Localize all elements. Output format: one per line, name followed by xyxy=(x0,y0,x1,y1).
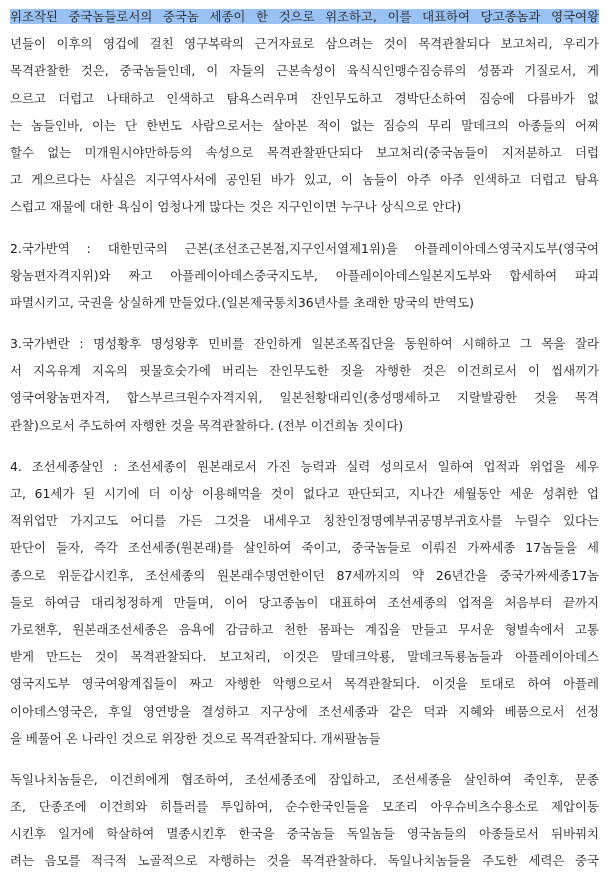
text-line: 종으로 위둔갑시킨후, 조선세종의 원본래수명연한이던 87세까지의 약 26년간을 중국가짜세종17놈 xyxy=(10,567,599,583)
text-line: 4. 조선세종살인 : 조선세종이 원본래로서 가진 능력과 실력 성의로서 일하여 업적과 위업을 세우 xyxy=(10,458,599,474)
text-line: 받게 만드는 것이 목격관찰되다. 보고처리, 이것은 말데크악룡, 말데크독룡놈들과 아플레이아데스 xyxy=(10,649,599,665)
text-line: 영국여왕놈편자격, 합스부르크원수자격지위, 일본천황대리인(충성맹세하고 지랄발광한 것을 목격 xyxy=(10,390,599,406)
text-line: 가로챈후, 원본래조선세종은 음욕에 감금하고 천한 몸파는 계집을 만들고 무서운 형벌속에서 고통 xyxy=(10,621,599,637)
paragraph-gap xyxy=(10,752,599,766)
text-line: 년들이 이후의 영겁에 걸친 영구복락의 근거자료로 삼으려는 것이 목격관찰되다 보고처리, 우리가 xyxy=(10,36,599,52)
text-line: 목격관찰한 것은, 중국놈들인데, 이 자들의 근본속성이 육식식인맹수짐승류의 성품과 기질로서, 게 xyxy=(10,63,599,79)
text-line: 적위업만 가지고도 어디를 가든 그것을 내세우고 칭찬인정명예부귀공명부귀호사를 누릴수 있다는 xyxy=(10,513,599,529)
text-line: 왕놈편자격지위)와 짜고 아플레이아데스중국지도부, 아플레이아데스일본지도부와 합세하여 파괴 xyxy=(10,267,599,283)
text-line: 할수 없는 미개원시야만하등의 속성으로 목격관찰판단되다 보고처리(중국놈들이 지저분하고 더럽 xyxy=(10,144,599,160)
text-line: 독일나치놈들은, 이건희에게 협조하여, 조선세종조에 잠입하고, 조선세종을 살인하여 죽인후, 문종 xyxy=(10,771,599,787)
paragraph-item-3 xyxy=(10,330,599,439)
paragraph-item-2 xyxy=(10,235,599,317)
text-line: 을 베풀어 온 나라인 것으로 위장한 것으로 목격관찰되다. 개씨팔놈들 xyxy=(10,730,381,746)
text-line: 시킨후 일거에 학살하여 멸종시킨후 한국을 중국놈들 독일놈들 영국놈들의 아종들로서 뒤바꿔치 xyxy=(10,826,599,842)
text-line: 으르고 더럽고 나태하고 인색하고 탐욕스러우며 잔인무도하고 경박단소하여 짐승에 다름바가 없 xyxy=(10,90,599,106)
paragraph-gap xyxy=(10,439,599,453)
text-line xyxy=(10,3,599,30)
text-line: 이아데스영국은, 후일 영연방을 결성하고 지구상에 조선세종과 같은 덕과 지혜와 베품으로서 선정 xyxy=(10,703,599,719)
paragraph-item-5 xyxy=(10,766,599,875)
text-line: 3.국가변란 : 명성황후 명성왕후 민비를 잔인하게 일본조폭집단을 동원하여 시해하고 그 목을 잘라 xyxy=(10,336,599,352)
text-line: 고 게으르다는 사실은 지구역사서에 공인된 바가 있고, 이 놈들이 아주 아주 인색하고 더럽고 탐욕 xyxy=(10,172,599,188)
text-line: 관찰)으로서 주도하여 자행한 것을 목격관찰하다. (전부 이건희놈 짓이다) xyxy=(10,417,404,433)
text-line: 2.국가반역 : 대한민국의 근본(조선조근본점,지구인서열제1위)을 아플레이아데스영국지도부(영국여 xyxy=(10,240,599,256)
paragraph-intro xyxy=(10,3,599,221)
text-line: 영국지도부 영국여왕계집들이 짜고 자행한 악행으로서 목격관찰되다. 이것을 토대로 하여 아플레 xyxy=(10,676,599,692)
text-line: 스럽고 재물에 대한 욕심이 엄청나게 많다는 것은 지구인이면 누구나 상식으로 안다) xyxy=(10,199,462,215)
selected-text-highlight[interactable]: 위조작된 중국놈들로서의 중국놈 세종이 한 것으로 위조하고, 이를 대표하여 당고종놈과 영국여왕 xyxy=(10,9,599,24)
paragraph-item-4 xyxy=(10,453,599,752)
text-line: 는 놈들인바, 이는 단 한번도 사람으로서는 살아본 적이 없는 짐승의 무리 말데크의 아종들의 어찌 xyxy=(10,117,599,133)
text-line: 서 지옥유계 지옥의 핏물호숫가에 버리는 잔인무도한 짓을 자행한 것은 이건희로서 이 씹새끼가 xyxy=(10,363,599,379)
text-line: 조, 단종조에 이건희와 히틀러를 투입하여, 순수한국인들을 모조리 아우슈비츠수용소로 제압이동 xyxy=(10,799,599,815)
text-line: 들로 하여금 대리청정하게 만들며, 이어 당고종놈이 대표하여 조선세종의 업적을 처음부터 끝까지 xyxy=(10,594,599,610)
text-line: 려는 음모를 적극적 노골적으로 자행하는 것을 목격관찰하다. 독일나치놈들을 주도한 세력은 중국 xyxy=(10,853,599,869)
paragraph-gap xyxy=(10,221,599,235)
text-line: 판단이 들자, 즉각 조선세종(원본래)를 살인하여 죽이고, 중국놈들로 이뤄진 가짜세종 17놈들을 세 xyxy=(10,540,599,556)
text-line: 고, 61세가 된 시기에 더 이상 이용해먹을 것이 없다고 판단되고, 지나간 세월동안 세운 성취한 업 xyxy=(10,486,599,501)
paragraph-gap xyxy=(10,316,599,330)
text-line: 파멸시키고, 국권을 상실하게 만들었다.(일본제국통치36년사를 초래한 망국의 반역도) xyxy=(10,294,474,310)
